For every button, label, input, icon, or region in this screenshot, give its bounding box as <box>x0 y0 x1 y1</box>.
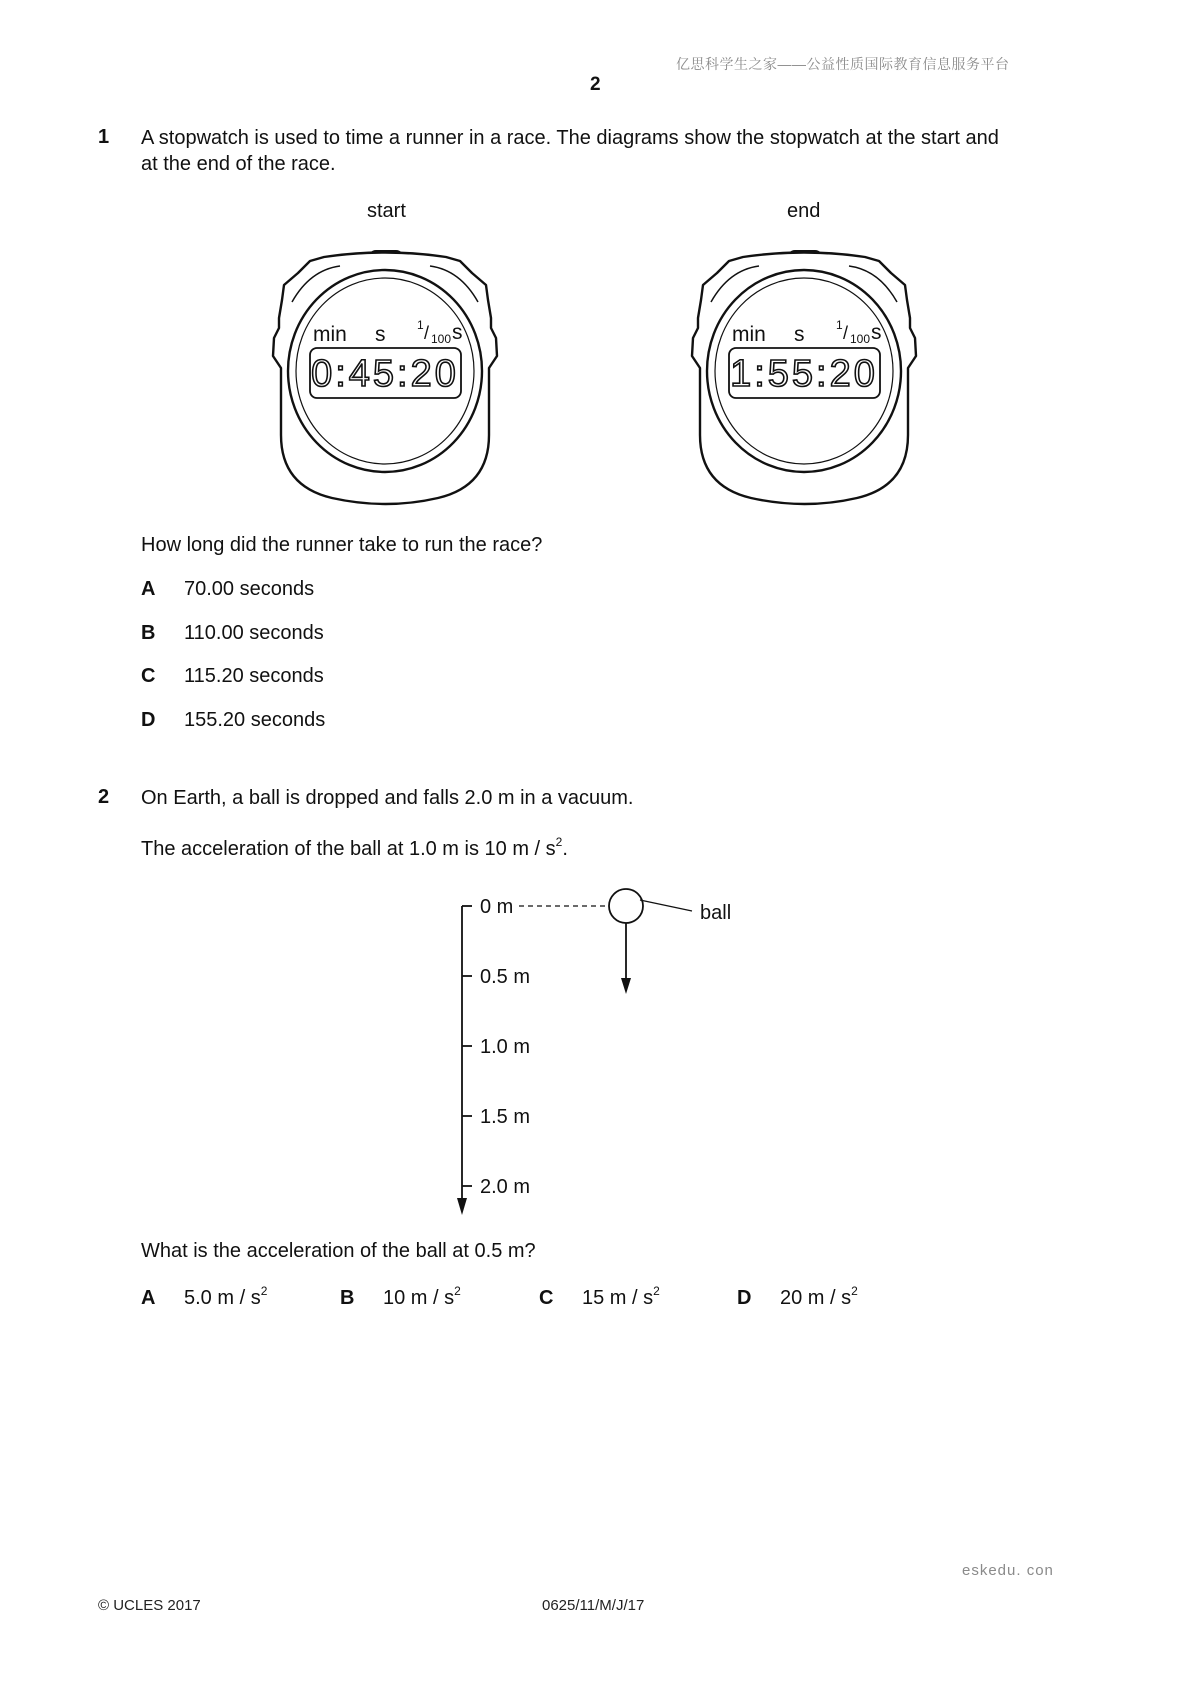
footer-code: 0625/11/M/J/17 <box>542 1597 645 1614</box>
ball-drop-diagram <box>440 880 760 1220</box>
q1-option-b-letter: B <box>141 622 156 644</box>
start-unit-min: min <box>313 323 347 346</box>
q2-text-line2-main: The acceleration of the ball at 1.0 m is 10 m / s <box>141 838 556 860</box>
q2-option-d-value <box>780 1284 858 1310</box>
start-unit-frac-num: 1 <box>417 318 424 332</box>
footer-copyright: © UCLES 2017 <box>98 1597 201 1614</box>
q2-option-a-value <box>184 1284 268 1310</box>
tick-1-0m: 1.0 m <box>480 1036 531 1058</box>
stopwatch-end <box>689 240 919 510</box>
q1-option-a-text: 70.00 seconds <box>184 578 315 600</box>
q2-option-b-value <box>383 1284 461 1310</box>
q2-text-line2 <box>141 836 568 862</box>
q2-option-c-value <box>582 1284 660 1310</box>
q2-question: What is the acceleration of the ball at 0.5 m? <box>141 1240 536 1262</box>
q1-option-a-letter: A <box>141 578 156 600</box>
q2-option-a-letter: A <box>141 1287 156 1309</box>
page-number: 2 <box>590 74 601 95</box>
ball <box>609 889 643 923</box>
end-unit-frac-den: 100 <box>850 332 871 346</box>
q2-text-line2-exponent: 2 <box>555 835 563 849</box>
end-unit-s: s <box>794 323 805 346</box>
end-unit-s2: s <box>871 321 882 344</box>
tick-0-5m: 0.5 m <box>480 966 531 988</box>
start-unit-frac-sep: / <box>424 323 430 343</box>
ball-label: ball <box>700 902 732 924</box>
q1-option-c-letter: C <box>141 665 156 687</box>
q2-option-c-exponent: 2 <box>653 1284 660 1298</box>
q1-option-d-text: 155.20 seconds <box>184 709 326 731</box>
q2-option-c-number: 15 m / s <box>582 1287 654 1309</box>
q2-option-c-letter: C <box>539 1287 554 1309</box>
watermark: eskedu. con <box>962 1562 1054 1579</box>
q2-option-a-exponent: 2 <box>260 1284 268 1298</box>
end-unit-frac-num: 1 <box>836 318 843 332</box>
end-display: 1:55:20 <box>730 353 878 395</box>
q2-option-b-number: 10 m / s <box>383 1287 455 1309</box>
q1-option-b-text: 110.00 seconds <box>184 622 324 644</box>
end-unit-min: min <box>732 323 766 346</box>
q1-text-line2: at the end of the race. <box>141 153 336 175</box>
q2-number: 2 <box>98 786 110 808</box>
stopwatch-start <box>270 240 500 510</box>
q1-number: 1 <box>98 126 110 148</box>
q1-question: How long did the runner take to run the race? <box>141 534 543 556</box>
start-unit-frac-den: 100 <box>431 332 452 346</box>
start-display: 0:45:20 <box>311 353 459 395</box>
tick-0m: 0 m <box>480 896 514 918</box>
start-unit-s2: s <box>452 321 463 344</box>
q1-option-c-text: 115.20 seconds <box>184 665 324 687</box>
end-unit-frac-sep: / <box>843 323 849 343</box>
q2-option-d-exponent: 2 <box>851 1284 858 1298</box>
start-unit-s: s <box>375 323 386 346</box>
start-label: start <box>367 200 406 222</box>
q2-text-line2-end: . <box>562 838 568 860</box>
site-banner: 亿思科学生之家——公益性质国际教育信息服务平台 <box>676 56 1010 72</box>
q2-option-d-number: 20 m / s <box>780 1287 852 1309</box>
q2-option-d-letter: D <box>737 1287 752 1309</box>
tick-1-5m: 1.5 m <box>480 1106 531 1128</box>
q1-option-d-letter: D <box>141 709 156 731</box>
tick-2-0m: 2.0 m <box>480 1176 531 1198</box>
q2-option-b-letter: B <box>340 1287 355 1309</box>
end-label: end <box>787 200 821 222</box>
q2-option-b-exponent: 2 <box>454 1284 461 1298</box>
q1-text-line1: A stopwatch is used to time a runner in a race. The diagrams show the stopwatch at the start and <box>141 127 999 149</box>
fall-arrow <box>621 978 631 994</box>
q2-text-line1: On Earth, a ball is dropped and falls 2.0 m in a vacuum. <box>141 787 634 809</box>
q2-option-a-number: 5.0 m / s <box>184 1287 261 1309</box>
